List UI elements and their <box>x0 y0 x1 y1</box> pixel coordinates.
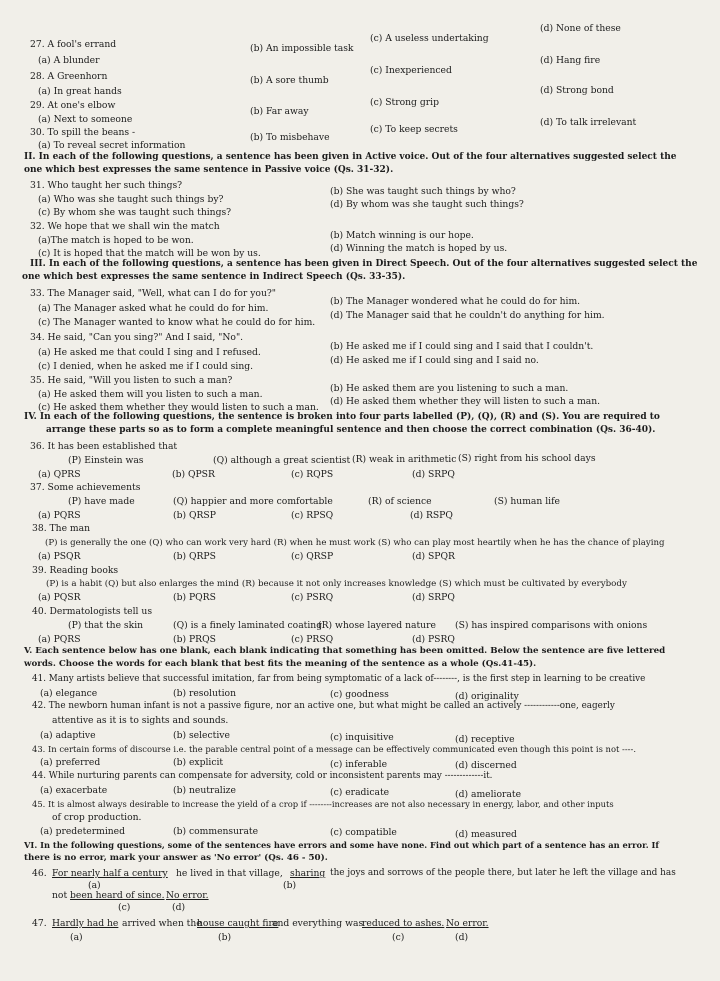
question-37: 37. Some achievements <box>30 482 141 493</box>
label-46a: (a) <box>88 880 101 891</box>
option-45a: (a) predetermined <box>40 826 126 837</box>
question-47-text-2: and everything was <box>272 918 364 929</box>
option-42d: (d) receptive <box>455 734 515 745</box>
option-45b: (b) commensurate <box>173 826 259 837</box>
question-46-segment-c: been heard of since. <box>70 890 165 901</box>
section-4-instruction-2: arrange these parts so as to form a complete meaningful sentence and then choose the correct combination (Qs. 36-40). <box>46 425 656 435</box>
section-6-instruction-2: there is no error, mark your answer as 'No error' (Qs. 46 - 50). <box>24 853 328 863</box>
part-40r: (R) whose layered nature <box>318 620 436 631</box>
option-28b: (b) A sore thumb <box>250 75 329 86</box>
option-35d: (d) He asked them whether they will listen to such a man. <box>330 396 601 407</box>
option-33c: (c) The Manager wanted to know what he could do for him. <box>38 317 316 328</box>
option-37b: (b) QRSP <box>173 510 216 521</box>
question-46-segment-b: sharing <box>290 868 326 879</box>
part-40q: (Q) is a finely laminated coating <box>173 620 323 631</box>
option-32c: (c) It is hoped that the match will be won by us. <box>38 248 261 259</box>
option-34a: (a) He asked me that could I sing and I refused. <box>38 347 261 358</box>
option-30b: (b) To misbehave <box>250 132 330 143</box>
question-42-cont: attentive as it is to sights and sounds. <box>52 715 229 726</box>
option-41a: (a) elegance <box>40 688 98 699</box>
option-39b: (b) PQRS <box>173 592 216 603</box>
label-47d: (d) <box>455 932 469 943</box>
option-43c: (c) inferable <box>330 759 388 770</box>
option-29a: (a) Next to someone <box>38 114 133 125</box>
part-36s: (S) right from his school days <box>458 453 596 464</box>
option-27b: (b) An impossible task <box>250 43 354 54</box>
label-46b: (b) <box>283 880 297 891</box>
section-6-instruction: VI. In the following questions, some of the sentences have errors and some have none. Find out which part of a sentence has an error. If <box>24 840 659 850</box>
option-34d: (d) He asked me if I could sing and I said no. <box>330 355 539 366</box>
option-32d: (d) Winning the match is hoped by us. <box>330 243 508 254</box>
option-37c: (c) RPSQ <box>291 510 334 521</box>
option-32b: (b) Match winning is our hope. <box>330 230 474 241</box>
question-44: 44. While nurturing parents can compensate for adversity, cold or inconsistent parents may -------------it. <box>32 771 493 781</box>
question-39: 39. Reading books <box>32 565 119 576</box>
question-47-segment-c: reduced to ashes. <box>362 918 445 929</box>
option-30d: (d) To talk irrelevant <box>540 117 637 128</box>
option-35b: (b) He asked them are you listening to such a man. <box>330 383 569 394</box>
option-28d: (d) Hang fire <box>540 55 601 66</box>
part-40s: (S) has inspired comparisons with onions <box>455 620 648 631</box>
question-46-number: 46. <box>32 868 47 879</box>
question-46-text: he lived in that village, <box>176 868 283 879</box>
option-31d: (d) By whom was she taught such things? <box>330 199 524 210</box>
question-28: 28. A Greenhorn <box>30 71 108 82</box>
question-47-segment-a: Hardly had he <box>52 918 119 929</box>
option-42b: (b) selective <box>173 730 230 741</box>
section-5-instruction-2: words. Choose the words for each blank that best fits the meaning of the sentence as a whole (Qs.41-45). <box>24 659 537 669</box>
option-42c: (c) inquisitive <box>330 732 394 743</box>
section-5-instruction: V. Each sentence below has one blank, each blank indicating that something has been omitted. Below the sentence are five lettered <box>24 646 666 656</box>
section-2-instruction: II. In each of the following questions, a sentence has been given in Active voice. Out of the four alternatives suggested select the <box>24 152 677 162</box>
question-46-text-3: not <box>52 890 68 901</box>
option-38a: (a) PSQR <box>38 551 81 562</box>
option-38d: (d) SPQR <box>412 551 455 562</box>
option-27c: (c) A useless undertaking <box>370 33 489 44</box>
question-45-cont: of crop production. <box>52 812 142 823</box>
option-37d: (d) RSPQ <box>410 510 453 521</box>
option-28a: (a) In great hands <box>38 86 122 97</box>
question-47-segment-b: house caught fire <box>197 918 279 929</box>
option-42a: (a) adaptive <box>40 730 96 741</box>
section-2-instruction-2: one which best expresses the same sentence in Passive voice (Qs. 31-32). <box>24 165 394 175</box>
label-47a: (a) <box>70 932 83 943</box>
question-46-segment-d: No error. <box>166 890 209 901</box>
option-45d: (d) measured <box>455 829 517 840</box>
question-47-segment-d: No error. <box>446 918 489 929</box>
option-38b: (b) QRPS <box>173 551 216 562</box>
option-45c: (c) compatible <box>330 827 397 838</box>
option-38c: (c) QRSP <box>291 551 334 562</box>
question-40: 40. Dermatologists tell us <box>32 606 153 617</box>
question-41: 41. Many artists believe that successful imitation, far from being symptomatic of a lack of--------, is the first step in learning to be creative <box>32 674 646 684</box>
option-41d: (d) originality <box>455 691 519 702</box>
question-46-text-2: the joys and sorrows of the people there, but later he left the village and has <box>330 868 676 878</box>
part-40p: (P) that the skin <box>68 620 144 631</box>
option-29c: (c) Strong grip <box>370 97 439 108</box>
label-47b: (b) <box>218 932 232 943</box>
question-35: 35. He said, "Will you listen to such a man? <box>30 375 233 386</box>
option-28c: (c) Inexperienced <box>370 65 452 76</box>
part-37s: (S) human life <box>494 496 560 507</box>
question-36: 36. It has been established that <box>30 441 178 452</box>
part-37r: (R) of science <box>368 496 432 507</box>
option-40a: (a) PQRS <box>38 634 81 645</box>
question-32: 32. We hope that we shall win the match <box>30 221 220 232</box>
option-27a: (a) A blunder <box>38 55 100 66</box>
question-45: 45. It is almost always desirable to increase the yield of a crop if --------increases are not also necessary in energy, labor, and other inputs <box>32 799 614 809</box>
option-33b: (b) The Manager wondered what he could do for him. <box>330 296 581 307</box>
option-43b: (b) explicit <box>173 757 224 768</box>
option-31a: (a) Who was she taught such things by? <box>38 194 224 205</box>
question-47-number: 47. <box>32 918 47 929</box>
option-40c: (c) PRSQ <box>291 634 334 645</box>
label-47c: (c) <box>392 932 405 943</box>
option-29b: (b) Far away <box>250 106 309 117</box>
option-44a: (a) exacerbate <box>40 785 108 796</box>
question-34: 34. He said, "Can you sing?" And I said, "No". <box>30 332 244 343</box>
option-40b: (b) PRQS <box>173 634 216 645</box>
option-44d: (d) ameliorate <box>455 789 522 800</box>
option-33d: (d) The Manager said that he couldn't do anything for him. <box>330 310 605 321</box>
label-46d: (d) <box>172 902 186 913</box>
section-3-instruction-2: one which best expresses the same sentence in Indirect Speech (Qs. 33-35). <box>22 272 406 282</box>
question-31: 31. Who taught her such things? <box>30 180 183 191</box>
option-43a: (a) preferred <box>40 757 101 768</box>
part-36r: (R) weak in arithmetic <box>352 454 457 465</box>
option-33a: (a) The Manager asked what he could do for him. <box>38 303 269 314</box>
section-3-instruction: III. In each of the following questions, a sentence has been given in Direct Speech. Out of the four alternatives suggested select the <box>30 259 698 269</box>
parts-39: (P) is a habit (Q) but also enlarges the mind (R) because it not only increases knowledge (S) which must be cultivated by everybody <box>46 579 627 589</box>
question-43: 43. In certain forms of discourse i.e. the parable central point of a message can be effectively communicated even though this point is not ----. <box>32 744 636 754</box>
option-35a: (a) He asked them will you listen to such a man. <box>38 389 263 400</box>
option-31b: (b) She was taught such things by who? <box>330 186 516 197</box>
option-44c: (c) eradicate <box>330 787 390 798</box>
part-37p: (P) have made <box>68 496 135 507</box>
option-31c: (c) By whom she was taught such things? <box>38 207 232 218</box>
label-46c: (c) <box>118 902 131 913</box>
option-44b: (b) neutralize <box>173 785 236 796</box>
option-32a: (a)The match is hoped to be won. <box>38 235 194 246</box>
option-36c: (c) RQPS <box>291 469 334 480</box>
question-29: 29. At one's elbow <box>30 100 116 111</box>
option-34b: (b) He asked me if I could sing and I said that I couldn't. <box>330 341 594 352</box>
option-41b: (b) resolution <box>173 688 236 699</box>
question-27: 27. A fool's errand <box>30 39 117 50</box>
question-33: 33. The Manager said, "Well, what can I do for you?" <box>30 288 277 299</box>
option-39c: (c) PSRQ <box>291 592 334 603</box>
question-47-text: arrived when the <box>122 918 202 929</box>
option-35c: (c) He asked them whether they would listen to such a man. <box>38 402 319 413</box>
section-4-instruction: IV. In each of the following questions, the sentence is broken into four parts labelled (P), (Q), (R) and (S). You are required to <box>24 412 660 422</box>
option-36d: (d) SRPQ <box>412 469 455 480</box>
question-30: 30. To spill the beans - <box>30 127 136 138</box>
option-29d: (d) Strong bond <box>540 85 614 96</box>
part-37q: (Q) happier and more comfortable <box>173 496 333 507</box>
option-30a: (a) To reveal secret information <box>38 140 186 151</box>
option-36b: (b) QPSR <box>172 469 215 480</box>
option-43d: (d) discerned <box>455 760 517 771</box>
option-39a: (a) PQSR <box>38 592 81 603</box>
option-36a: (a) QPRS <box>38 469 81 480</box>
question-42: 42. The newborn human infant is not a passive figure, nor an active one, but what might be called an actively ------------one, eagerly <box>32 701 615 711</box>
option-39d: (d) SRPQ <box>412 592 455 603</box>
option-41c: (c) goodness <box>330 689 389 700</box>
part-36q: (Q) although a great scientist <box>213 455 351 466</box>
option-34c: (c) I denied, when he asked me if I could sing. <box>38 361 254 372</box>
parts-38: (P) is generally the one (Q) who can work very hard (R) when he must work (S) who can play most heartily when he has the chance of playing <box>45 538 665 548</box>
option-40d: (d) PSRQ <box>412 634 455 645</box>
part-36p: (P) Einstein was <box>68 455 144 466</box>
question-46-segment-a: For nearly half a century <box>52 868 168 879</box>
option-37a: (a) PQRS <box>38 510 81 521</box>
option-27d: (d) None of these <box>540 23 621 34</box>
question-38: 38. The man <box>32 523 91 534</box>
option-30c: (c) To keep secrets <box>370 124 458 135</box>
